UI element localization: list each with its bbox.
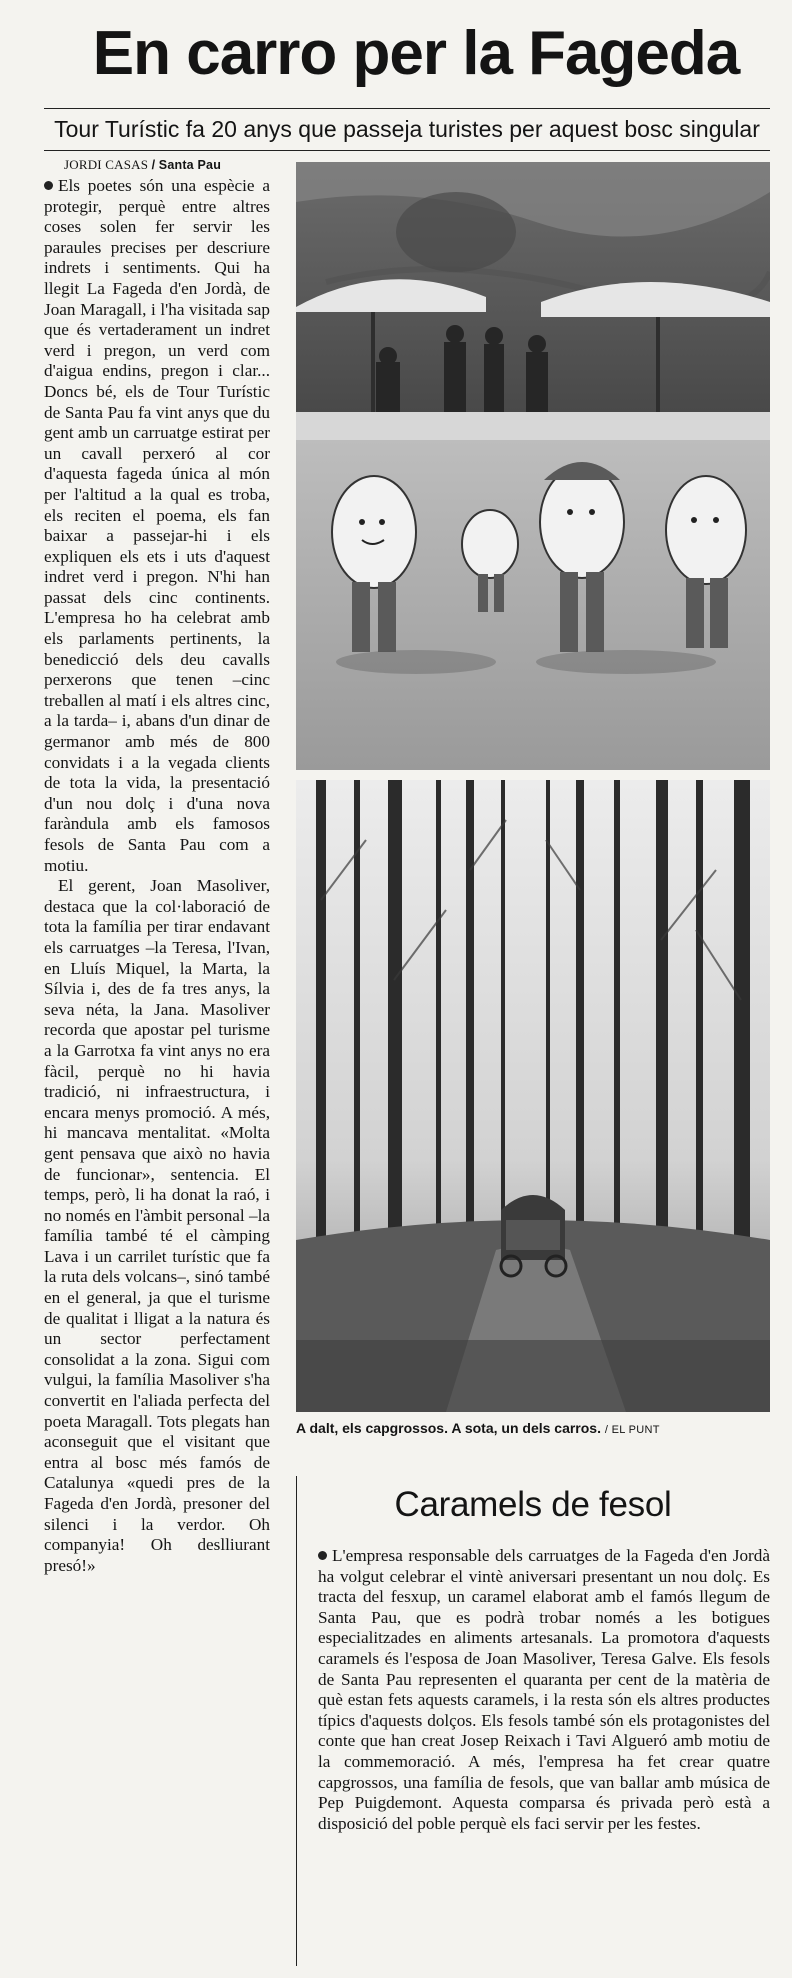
bullet-icon bbox=[44, 181, 53, 190]
paragraph-text: Els poetes són una espècie a protegir, perquè entre altres coses solen fer servir les paraules precises per descriure indrets i sentiments. Qui ha llegit La Fageda d'en Jordà, de Joan Maragall, i l'ha visitada sap que és vertaderament un indret verd i pregon, un verd com d'aigua endins, pregon i clar... Doncs bé, els de Tour Turístic de Santa Pau fa vint anys que du gent amb un carruatge estirat per un cavall perxeró al cor d'aquesta fageda única al món per l'altitud a la qual es troba, els reciten el poema, els fan baixar a passejar-hi i els expliquen els ets i uts d'aquest indret verd i pregon. N'hi han passat dels cinc continents. L'empresa ho ha celebrat amb els parlaments pertinents, la benedicció dels deu cavalls perxerons que tenen –cinc treballen al matí i els altres cinc, a la tarda– i, abans d'un dinar de germanor amb més de 800 convidats i a la vegada clients de tota la vida, la presentació d'un nou dolç i d'una nova faràndula amb els famosos fesols de Santa Pau com a motiu. bbox=[44, 176, 270, 875]
byline-author: JORDI CASAS bbox=[64, 157, 149, 172]
bullet-icon bbox=[318, 1551, 327, 1560]
subheadline: Tour Turístic fa 20 anys que passeja turistes per aquest bosc singular bbox=[54, 116, 760, 142]
capgrossos-illustration bbox=[296, 162, 770, 770]
sidebar-text bbox=[318, 1546, 770, 1834]
top-rule bbox=[44, 108, 770, 109]
photo-capgrossos bbox=[296, 162, 770, 770]
photo-caption bbox=[296, 1418, 770, 1440]
article-body bbox=[44, 156, 270, 1576]
byline-separator: / bbox=[151, 158, 156, 172]
byline-location: Santa Pau bbox=[158, 158, 222, 172]
caption-text: A dalt, els capgrossos. A sota, un dels carros. bbox=[296, 1420, 601, 1436]
sidebar-rule bbox=[296, 1476, 297, 1966]
article-paragraph bbox=[44, 176, 270, 876]
caption-credit: / EL PUNT bbox=[604, 1424, 660, 1436]
forest-carriage-illustration bbox=[296, 780, 770, 1412]
byline bbox=[64, 156, 270, 174]
article-paragraph: El gerent, Joan Masoliver, destaca que la col·laboració de tota la família per tirar endavant els carruatges –la Teresa, l'Ivan, en Lluís Miquel, la Marta, la Sílvia i, des de fa tres anys, la seva néta, la Jana. Masoliver recorda que apostar pel turisme a la Garrotxa fa vint anys no era fàcil, perquè no hi havia tradició, ni infraestructura, i encara menys promoció. A més, hi mancava mentalitat. «Molta gent pensava que això no havia de funcionar», sentencia. El temps, però, li ha donat la raó, i no només en l'àmbit personal –la família també té el càmping Lava i un carrilet turístic que fa la ruta dels volcans–, sinó també en el general, ja que el turisme de qualitat i lligat a la natura és un sector perfectament consolidat a la zona. Sigui com vulgui, la família Masoliver s'ha convertit en l'aliada perfecta del poeta Maragall. Tots plegats han aconseguit que el visitant que entra al bosc més famós de Catalunya «quedi pres de la Fageda d'en Jordà, presoner del silenci i la verdor. Oh companyia! Oh deslliurant presó!» bbox=[44, 876, 271, 1575]
bottom-rule bbox=[44, 150, 770, 151]
sidebar-paragraph: L'empresa responsable dels carruatges de la Fageda d'en Jordà ha volgut celebrar el vintè aniversari presentant un nou dolç. Es tracta del fesxup, un caramel elaborat amb el famós llegum de Santa Pau, que es podrà trobar només a les botigues especialitzades en aliments artesanals. La promotora d'aquests caramels és l'esposa de Joan Masoliver, Teresa Galve. Els fesols de Santa Pau representen el quaranta per cent de la matèria de què estan fets aquests caramels, i la resta són els altres productes típics d'aquests dolços. Els fesols també són els protagonistes del conte que han creat Josep Reixach i Tavi Algueró amb motiu de la commemoració. A més, l'empresa ha fet crear quatre capgrossos, una família de fesols, que van ballar amb música de Pep Puigdemont. Aquesta comparsa és privada però està a disposició del poble perquè els faci servir per les festes. bbox=[318, 1546, 770, 1833]
headline: En carro per la Fageda bbox=[92, 19, 740, 88]
photo-carro bbox=[296, 780, 770, 1412]
sidebar-title: Caramels de fesol bbox=[394, 1485, 672, 1524]
